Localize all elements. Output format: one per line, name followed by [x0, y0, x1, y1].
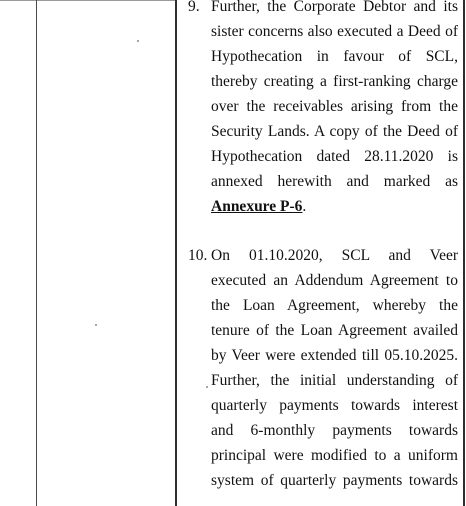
- paragraph-line: by Veer were extended till 05.10.2025.: [211, 347, 458, 364]
- paragraph-line: Hypothecation in favour of SCL,: [211, 48, 458, 65]
- paragraph-10: [188, 243, 458, 493]
- table-column-divider: [175, 0, 177, 506]
- annexure-line: [211, 194, 458, 219]
- paragraph-line: quarterly payments towards interest: [211, 397, 458, 414]
- annexure-reference: Annexure P-6: [211, 198, 303, 215]
- paragraph-line: On 01.10.2020, SCL and Veer: [211, 247, 458, 264]
- paragraph-line: annexed herewith and marked as: [211, 173, 458, 190]
- paragraph-line: thereby creating a first-ranking charge: [211, 73, 458, 90]
- table-left-border: [36, 0, 37, 506]
- paragraph-line: executed an Addendum Agreement to: [211, 272, 458, 289]
- table-right-border: [463, 0, 465, 506]
- paragraph-line: Further, the initial understanding of: [211, 372, 458, 389]
- paragraph-number: 9.: [188, 0, 200, 15]
- annexure-suffix: .: [302, 198, 307, 215]
- paragraph-line: sister concerns also executed a Deed of: [211, 23, 458, 40]
- paragraph-9: [188, 0, 458, 219]
- paragraph-line: over the receivables arising from the: [211, 98, 458, 115]
- paragraph-line: the Loan Agreement, whereby the: [211, 297, 458, 314]
- scan-speck: [95, 324, 97, 326]
- paragraph-line: Further, the Corporate Debtor and its: [211, 0, 458, 15]
- paragraph-number: 10.: [188, 247, 208, 264]
- paragraph-line: tenure of the Loan Agreement availed: [211, 322, 458, 339]
- paragraph-line: principal were modified to a uniform: [211, 447, 458, 464]
- paragraph-line: and 6-monthly payments towards: [211, 422, 458, 439]
- table-top-border: [0, 0, 176, 1]
- scan-speck: [137, 40, 139, 42]
- paragraph-line: system of quarterly payments towards: [211, 472, 458, 489]
- paragraph-line: Hypothecation dated 28.11.2020 is: [211, 148, 458, 165]
- paragraph-line: Security Lands. A copy of the Deed of: [211, 123, 458, 140]
